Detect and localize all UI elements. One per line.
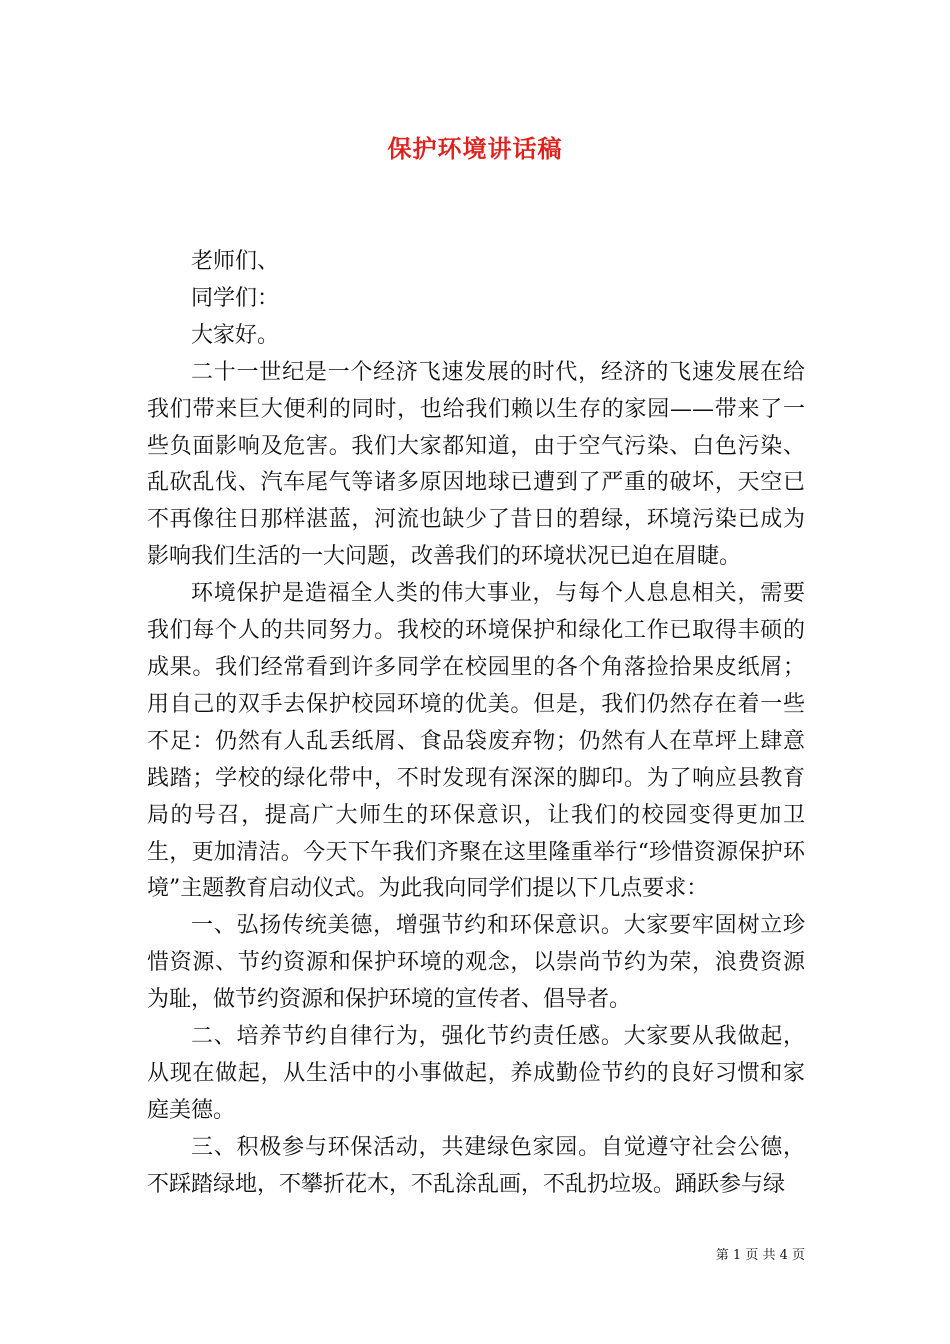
document-body [147,244,805,1204]
paragraph-intro: 二十一世纪是一个经济飞速发展的时代，经济的飞速发展在给我们带来巨大便利的同时，也给我们赖以生存的家园——带来了一些负面影响及危害。我们大家都知道，由于空气污染、白色污染、乱砍乱伐、汽车尾气等诸多原因地球已遭到了严重的破坏，天空已不再像往日那样湛蓝，河流也缺少了昔日的碧绿，环境污染已成为影响我们生活的一大问题，改善我们的环境状况已迫在眉睫。 [147,359,805,570]
paragraph-point-three: 三、积极参与环保活动，共建绿色家园。自觉遵守社会公德，不踩踏绿地，不攀折花木，不乱涂乱画，不乱扔垃圾。踊跃参与绿 [147,1134,805,1197]
paragraph-point-one: 一、弘扬传统美德，增强节约和环保意识。大家要牢固树立珍惜资源、节约资源和保护环境的观念，以崇尚节约为荣，浪费资源为耻，做节约资源和保护环境的宣传者、倡导者。 [147,913,805,1013]
salutation-students: 同学们： [191,285,280,311]
salutation-teachers: 老师们、 [191,249,280,274]
greeting: 大家好。 [191,322,280,348]
paragraph-point-two: 二、培养节约自律行为，强化节约责任感。大家要从我做起，从现在做起，从生活中的小事做起，养成勤俭节约的良好习惯和家庭美德。 [147,1024,805,1123]
document-title: 保护环境讲话稿 [387,134,563,163]
page-number: 第 1 页 共 4 页 [715,1248,805,1263]
paragraph-school-environment: 环境保护是造福全人类的伟大事业，与每个人息息相关，需要我们每个人的共同努力。我校的环境保护和绿化工作已取得丰硕的成果。我们经常看到许多同学在校园里的各个角落捡拾果皮纸屑；用自己的双手去保护校园环境的优美。但是，我们仍然存在着一些不足：仍然有人乱丢纸屑、食品袋废弃物；仍然有人在草坪上肆意践踏；学校的绿化带中，不时发现有深深的脚印。为了响应县教育局的号召，提高广大师生的环保意识，让我们的校园变得更加卫生，更加清洁。今天下午我们齐聚在这里隆重举行“珍惜资源保护环境”主题教育启动仪式。为此我向同学们提以下几点要求： [147,581,805,902]
